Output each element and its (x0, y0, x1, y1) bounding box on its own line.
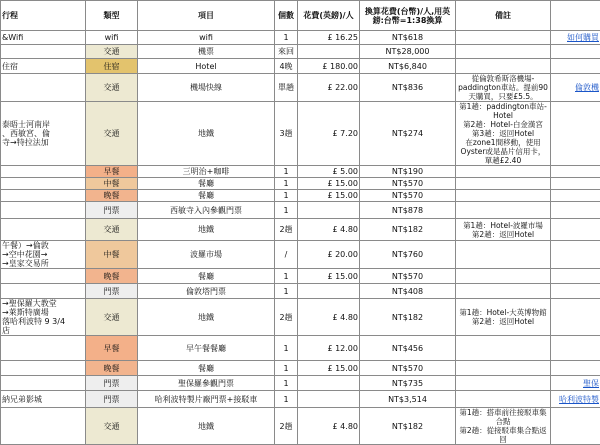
twd-cell: NT$3,514 (360, 391, 456, 408)
route-cell (1, 166, 86, 178)
cost-cell: £ 15.00 (298, 178, 360, 190)
col-header-twd: 換算花費(台幣)/人,用英鎊:台幣=1:38換算 (360, 1, 456, 31)
header-row (1, 1, 600, 31)
table-row (1, 102, 600, 166)
qty-cell: 1 (275, 31, 298, 45)
note-cell (456, 178, 551, 190)
twd-cell: NT$182 (360, 219, 456, 241)
cost-cell: £ 4.80 (298, 219, 360, 241)
link-cell[interactable]: 聖保 (551, 376, 600, 391)
note-cell (456, 31, 551, 45)
type-cell: 交通 (86, 219, 138, 241)
type-cell: 門票 (86, 202, 138, 219)
twd-cell: NT$618 (360, 31, 456, 45)
twd-cell: NT$182 (360, 299, 456, 336)
col-header-type: 類型 (86, 1, 138, 31)
twd-cell: NT$836 (360, 74, 456, 102)
twd-cell: NT$760 (360, 241, 456, 269)
item-cell: 地鐵 (138, 299, 275, 336)
table-row (1, 408, 600, 445)
type-cell: wifi (86, 31, 138, 45)
link-cell[interactable]: 如何購買 (551, 31, 600, 45)
qty-cell: 2趟 (275, 299, 298, 336)
route-cell (1, 190, 86, 202)
link-cell (551, 408, 600, 445)
note-cell: 第1趟：Hotel-波羅市場 第2趟：返回Hotel (456, 219, 551, 241)
link-cell (551, 166, 600, 178)
twd-cell: NT$735 (360, 376, 456, 391)
item-cell: wifi (138, 31, 275, 45)
note-cell (456, 361, 551, 376)
cost-cell: £ 15.00 (298, 269, 360, 284)
cost-cell: £ 5.00 (298, 166, 360, 178)
route-cell: 住宿 (1, 59, 86, 74)
note-cell (456, 391, 551, 408)
table-row (1, 190, 600, 202)
table-row (1, 74, 600, 102)
item-cell: 波羅市場 (138, 241, 275, 269)
type-cell: 早餐 (86, 166, 138, 178)
item-cell: 餐廳 (138, 361, 275, 376)
cost-cell (298, 391, 360, 408)
table-row (1, 391, 600, 408)
table-row (1, 269, 600, 284)
twd-cell: NT$570 (360, 178, 456, 190)
note-cell (456, 190, 551, 202)
qty-cell: 1 (275, 202, 298, 219)
link-cell (551, 102, 600, 166)
col-header-route: 行程 (1, 1, 86, 31)
cost-cell: £ 12.00 (298, 336, 360, 361)
cost-cell: £ 4.80 (298, 408, 360, 445)
table-row (1, 202, 600, 219)
type-cell: 晚餐 (86, 361, 138, 376)
cost-cell: £ 7.20 (298, 102, 360, 166)
table-row (1, 59, 600, 74)
type-cell: 住宿 (86, 59, 138, 74)
twd-cell: NT$182 (360, 408, 456, 445)
twd-cell: NT$456 (360, 336, 456, 361)
route-cell (1, 284, 86, 299)
link-cell[interactable]: 倫敦機 (551, 74, 600, 102)
link-cell (551, 361, 600, 376)
qty-cell: 1 (275, 269, 298, 284)
qty-cell: 來回 (275, 45, 298, 59)
col-header-link (551, 1, 600, 31)
note-cell (456, 166, 551, 178)
note-cell (456, 202, 551, 219)
cost-cell: £ 180.00 (298, 59, 360, 74)
twd-cell: NT$274 (360, 102, 456, 166)
table-row (1, 166, 600, 178)
table-row (1, 219, 600, 241)
item-cell: 三明治+咖啡 (138, 166, 275, 178)
qty-cell: 1 (275, 166, 298, 178)
link-cell (551, 178, 600, 190)
table-row (1, 284, 600, 299)
qty-cell: 1 (275, 376, 298, 391)
type-cell: 中餐 (86, 178, 138, 190)
note-cell (456, 269, 551, 284)
route-cell (1, 74, 86, 102)
qty-cell: 1 (275, 391, 298, 408)
table-row (1, 178, 600, 190)
table-row (1, 241, 600, 269)
item-cell: 地鐵 (138, 102, 275, 166)
link-cell (551, 241, 600, 269)
route-cell (1, 202, 86, 219)
route-cell: 納兄弟影城 (1, 391, 86, 408)
twd-cell: NT$408 (360, 284, 456, 299)
table-row (1, 361, 600, 376)
col-header-note: 備註 (456, 1, 551, 31)
link-cell (551, 284, 600, 299)
cost-cell: £ 15.00 (298, 190, 360, 202)
note-cell: 第1趟：paddington車站-Hotel 第2趟：Hotel-白金漢宮 第3趟：返回Hotel 在zone1間移動，使用Oyster或是晶片信用卡，單趟£2.40 (456, 102, 551, 166)
table-row (1, 299, 600, 336)
route-cell (1, 45, 86, 59)
twd-cell: NT$570 (360, 361, 456, 376)
qty-cell: 1 (275, 190, 298, 202)
col-header-cost: 花費(英鎊)/人 (298, 1, 360, 31)
item-cell: 早午餐餐廳 (138, 336, 275, 361)
link-cell (551, 336, 600, 361)
col-header-qty: 個數 (275, 1, 298, 31)
item-cell: 機票 (138, 45, 275, 59)
type-cell: 交通 (86, 102, 138, 166)
qty-cell: 單趟 (275, 74, 298, 102)
item-cell: 聖保羅參觀門票 (138, 376, 275, 391)
qty-cell: / (275, 241, 298, 269)
qty-cell: 2趟 (275, 408, 298, 445)
cost-cell: £ 15.00 (298, 361, 360, 376)
qty-cell: 2趟 (275, 219, 298, 241)
table-row (1, 45, 600, 59)
qty-cell: 3趟 (275, 102, 298, 166)
twd-cell: NT$6,840 (360, 59, 456, 74)
route-cell (1, 178, 86, 190)
qty-cell: 1 (275, 284, 298, 299)
note-cell: 第1趟：Hotel-大英博物館 第2趟：返回Hotel (456, 299, 551, 336)
type-cell: 晚餐 (86, 190, 138, 202)
route-cell (1, 269, 86, 284)
link-cell (551, 299, 600, 336)
twd-cell: NT$570 (360, 269, 456, 284)
note-cell (456, 336, 551, 361)
cost-cell: £ 4.80 (298, 299, 360, 336)
type-cell: 早餐 (86, 336, 138, 361)
note-cell (456, 284, 551, 299)
note-cell (456, 376, 551, 391)
link-cell (551, 190, 600, 202)
link-cell (551, 202, 600, 219)
type-cell: 交通 (86, 45, 138, 59)
route-cell: 泰晤士河南岸 、西敏宮、倫 寺→特拉法加 (1, 102, 86, 166)
route-cell (1, 336, 86, 361)
link-cell (551, 59, 600, 74)
qty-cell: 1 (275, 361, 298, 376)
type-cell: 晚餐 (86, 269, 138, 284)
route-cell (1, 376, 86, 391)
table-row (1, 336, 600, 361)
type-cell: 交通 (86, 74, 138, 102)
item-cell: 地鐵 (138, 408, 275, 445)
twd-cell: NT$28,000 (360, 45, 456, 59)
item-cell: 哈利波特製片廠門票+接駁車 (138, 391, 275, 408)
route-cell (1, 361, 86, 376)
twd-cell: NT$570 (360, 190, 456, 202)
item-cell: 西敏寺入內參觀門票 (138, 202, 275, 219)
link-cell (551, 269, 600, 284)
item-cell: 倫敦塔門票 (138, 284, 275, 299)
route-cell (1, 408, 86, 445)
qty-cell: 1 (275, 178, 298, 190)
type-cell: 門票 (86, 391, 138, 408)
route-cell: &Wifi (1, 31, 86, 45)
table-row (1, 376, 600, 391)
cost-cell (298, 376, 360, 391)
route-cell (1, 219, 86, 241)
item-cell: 餐廳 (138, 178, 275, 190)
type-cell: 交通 (86, 408, 138, 445)
route-cell: 午餐）→倫敦 →空中花園→ →皇家交易所 (1, 241, 86, 269)
note-cell: 第1趟：搭車前往接駁車集合點 第2趟：從接駁車集合點返回 (456, 408, 551, 445)
type-cell: 門票 (86, 284, 138, 299)
note-cell (456, 59, 551, 74)
type-cell: 門票 (86, 376, 138, 391)
qty-cell: 1 (275, 336, 298, 361)
item-cell: 餐廳 (138, 269, 275, 284)
col-header-item: 項目 (138, 1, 275, 31)
item-cell: 餐廳 (138, 190, 275, 202)
cost-cell (298, 284, 360, 299)
link-cell (551, 45, 600, 59)
note-cell: 從倫敦希斯洛機場-paddington車站。提前90天購買，只要£5.5。 (456, 74, 551, 102)
cost-cell (298, 202, 360, 219)
cost-cell: £ 20.00 (298, 241, 360, 269)
item-cell: Hotel (138, 59, 275, 74)
cost-cell: £ 16.25 (298, 31, 360, 45)
cost-cell: £ 22.00 (298, 74, 360, 102)
twd-cell: NT$190 (360, 166, 456, 178)
route-cell: →聖保羅大教堂 →萊斯特廣場 落哈利波特 9 3/4 店 (1, 299, 86, 336)
link-cell[interactable]: 哈利波特製 (551, 391, 600, 408)
item-cell: 地鐵 (138, 219, 275, 241)
type-cell: 交通 (86, 299, 138, 336)
qty-cell: 4晚 (275, 59, 298, 74)
note-cell (456, 45, 551, 59)
link-cell (551, 219, 600, 241)
type-cell: 中餐 (86, 241, 138, 269)
item-cell: 機場快線 (138, 74, 275, 102)
table-row (1, 31, 600, 45)
note-cell (456, 241, 551, 269)
twd-cell: NT$878 (360, 202, 456, 219)
cost-cell (298, 45, 360, 59)
